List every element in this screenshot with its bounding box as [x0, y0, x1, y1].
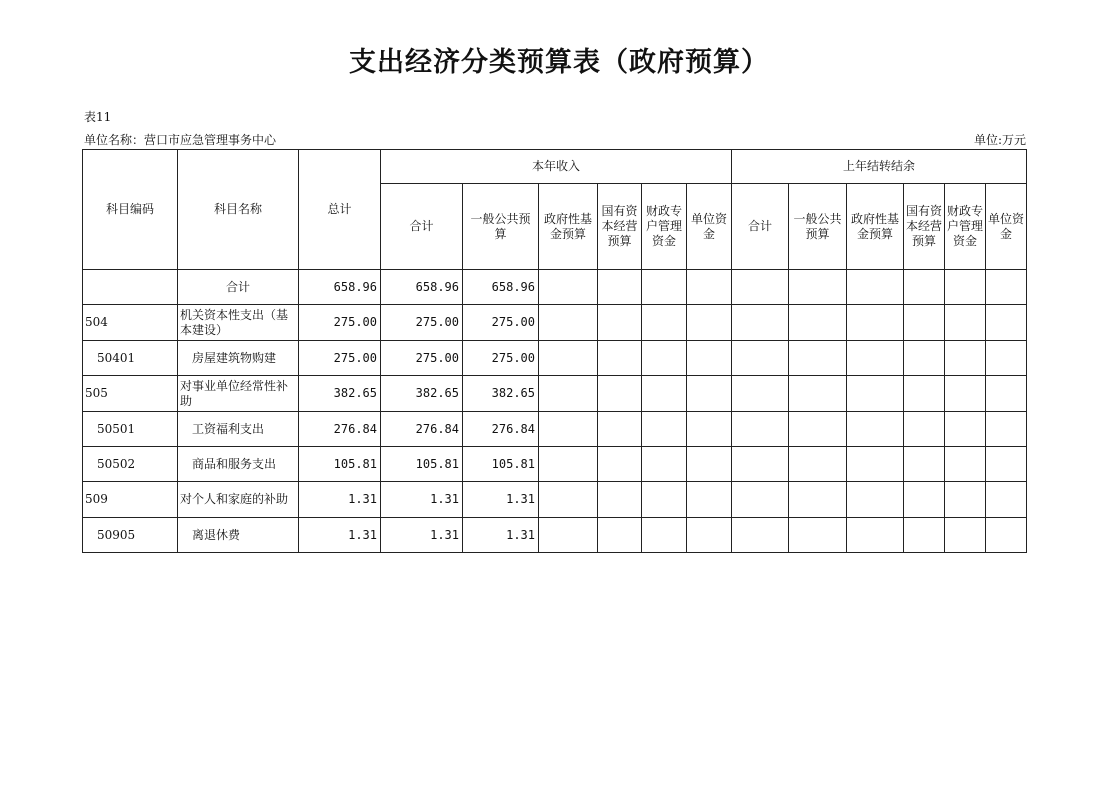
table-row	[83, 305, 1027, 341]
header-py-general: 一般公共预算	[789, 184, 847, 270]
header-prior-year: 上年结转结余	[732, 150, 1027, 184]
row-cy-general: 105.81	[463, 447, 539, 482]
unit-measure: 单位:万元	[973, 133, 1026, 147]
row-name: 离退休费	[178, 518, 299, 553]
table-row	[83, 447, 1027, 482]
header-cy-state-capital: 国有资本经营预算	[598, 184, 642, 270]
header-py-fund: 政府性基金预算	[847, 184, 904, 270]
table-row	[83, 412, 1027, 447]
header-name: 科目名称	[178, 150, 299, 270]
row-total: 276.84	[299, 412, 381, 447]
row-total: 105.81	[299, 447, 381, 482]
header-cy-general: 一般公共预算	[463, 184, 539, 270]
table-row-total	[83, 270, 1027, 305]
page-title: 支出经济分类预算表（政府预算）	[349, 47, 769, 78]
row-name: 对事业单位经常性补助	[178, 376, 299, 412]
row-cy-general: 276.84	[463, 412, 539, 447]
row-code: 50905	[83, 518, 178, 553]
row-cy-general: 382.65	[463, 376, 539, 412]
table-row	[83, 482, 1027, 518]
row-name: 合计	[178, 270, 299, 305]
budget-table	[82, 149, 1027, 553]
row-code: 505	[83, 376, 178, 412]
table-number: 表11	[84, 110, 112, 124]
row-name: 房屋建筑物购建	[178, 341, 299, 376]
row-cy-total: 105.81	[381, 447, 463, 482]
row-cy-general: 658.96	[463, 270, 539, 305]
header-cy-special-account: 财政专户管理资金	[642, 184, 687, 270]
row-code: 509	[83, 482, 178, 518]
row-code: 50501	[83, 412, 178, 447]
row-cy-general: 275.00	[463, 305, 539, 341]
row-total: 382.65	[299, 376, 381, 412]
header-py-total: 合计	[732, 184, 789, 270]
row-total: 275.00	[299, 341, 381, 376]
row-code	[83, 270, 178, 305]
row-cy-total: 275.00	[381, 305, 463, 341]
header-py-state-capital: 国有资本经营预算	[904, 184, 945, 270]
row-cy-general: 1.31	[463, 482, 539, 518]
row-cy-general: 275.00	[463, 341, 539, 376]
row-name: 商品和服务支出	[178, 447, 299, 482]
row-cy-total: 1.31	[381, 518, 463, 553]
row-code: 50401	[83, 341, 178, 376]
row-total: 275.00	[299, 305, 381, 341]
header-cy-fund: 政府性基金预算	[539, 184, 598, 270]
unit-name: 单位名称：营口市应急管理事务中心	[84, 133, 277, 147]
header-cy-total: 合计	[381, 184, 463, 270]
table-row	[83, 341, 1027, 376]
row-name: 对个人和家庭的补助	[178, 482, 299, 518]
header-cy-unit-funds: 单位资金	[687, 184, 732, 270]
table-row	[83, 376, 1027, 412]
row-cy-total: 1.31	[381, 482, 463, 518]
header-py-special-account: 财政专户管理资金	[945, 184, 986, 270]
header-py-unit-funds: 单位资金	[986, 184, 1027, 270]
row-name: 机关资本性支出（基本建设）	[178, 305, 299, 341]
table-row	[83, 518, 1027, 553]
row-cy-general: 1.31	[463, 518, 539, 553]
header-current-year: 本年收入	[381, 150, 732, 184]
row-code: 504	[83, 305, 178, 341]
row-name: 工资福利支出	[178, 412, 299, 447]
header-code: 科目编码	[83, 150, 178, 270]
row-cy-total: 275.00	[381, 341, 463, 376]
row-cy-total: 382.65	[381, 376, 463, 412]
row-total: 1.31	[299, 482, 381, 518]
row-cy-total: 276.84	[381, 412, 463, 447]
header-total: 总计	[299, 150, 381, 270]
row-cy-total: 658.96	[381, 270, 463, 305]
row-code: 50502	[83, 447, 178, 482]
row-total: 1.31	[299, 518, 381, 553]
row-total: 658.96	[299, 270, 381, 305]
